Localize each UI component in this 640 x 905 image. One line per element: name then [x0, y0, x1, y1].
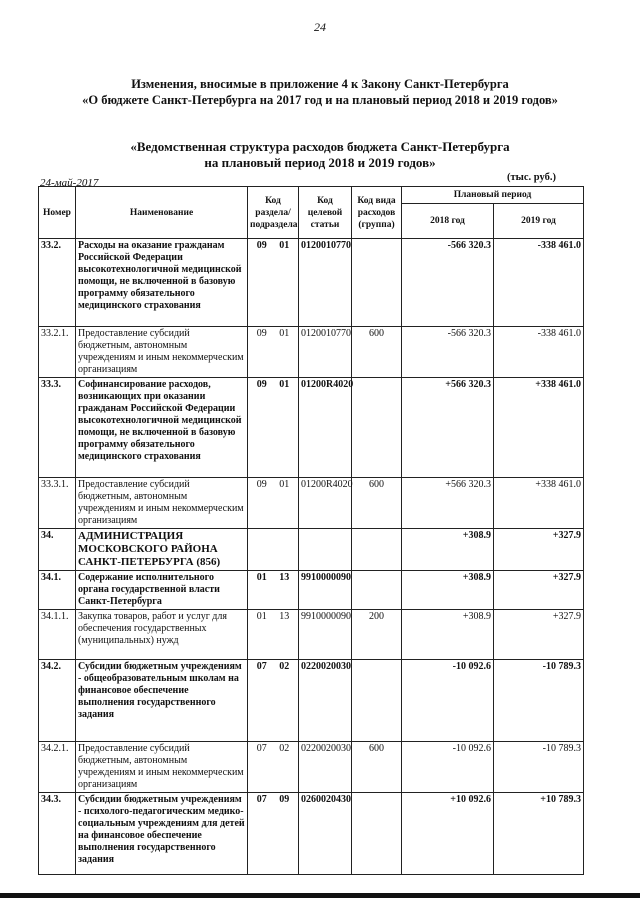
row-amount-2018: +566 320.3	[402, 478, 494, 529]
header-year-2018: 2018 год	[402, 204, 494, 239]
row-section-code	[248, 571, 299, 610]
row-amount-2019: +327.9	[494, 610, 584, 660]
row-section: 09	[256, 328, 267, 339]
row-subsection: 09	[279, 794, 290, 805]
row-expense-type	[352, 793, 402, 875]
bottom-border-line	[0, 893, 640, 898]
header-target-code: Код целевой статьи	[299, 187, 352, 239]
subheading-line-1: «Ведомственная структура расходов бюджета Санкт-Петербурга	[130, 139, 510, 154]
row-subsection: 01	[279, 479, 290, 490]
row-section: 07	[256, 743, 267, 754]
row-target-code: 0120010770	[299, 239, 352, 327]
row-target-code: 9910000090	[299, 571, 352, 610]
row-amount-2019: +10 789.3	[494, 793, 584, 875]
row-amount-2018: +308.9	[402, 529, 494, 571]
table-row	[39, 378, 584, 478]
row-section: 07	[256, 794, 267, 805]
table-body	[39, 239, 584, 875]
row-subsection: 02	[279, 743, 290, 754]
subheading-line-2: на плановый период 2018 и 2019 годов»	[204, 155, 436, 170]
table-row	[39, 529, 584, 571]
row-name: Содержание исполнительного органа государственной власти Санкт-Петербурга	[76, 571, 248, 610]
document-date: 24-май-2017	[40, 177, 99, 189]
row-section-code	[248, 793, 299, 875]
row-name: Субсидии бюджетным учреждениям - общеобразовательным школам на финансовое обеспечение выполнения государственного задания	[76, 660, 248, 742]
row-subsection: 13	[279, 572, 290, 583]
row-amount-2019: +327.9	[494, 571, 584, 610]
row-target-code: 0220020030	[299, 660, 352, 742]
row-expense-type	[352, 378, 402, 478]
row-target-code: 0120010770	[299, 327, 352, 378]
row-subsection: 02	[279, 661, 290, 672]
row-amount-2018: -566 320.3	[402, 239, 494, 327]
row-expense-type	[352, 660, 402, 742]
budget-table	[38, 186, 584, 875]
row-number: 34.	[39, 529, 76, 571]
header-planning-period: Плановый период	[402, 187, 584, 204]
table-row	[39, 742, 584, 793]
row-subsection: 01	[279, 379, 290, 390]
row-target-code: 9910000090	[299, 610, 352, 660]
row-amount-2019: -10 789.3	[494, 742, 584, 793]
table-row	[39, 793, 584, 875]
document-heading	[0, 76, 640, 108]
header-number: Номер	[39, 187, 76, 239]
row-section: 01	[256, 572, 267, 583]
row-amount-2018: +308.9	[402, 610, 494, 660]
row-amount-2019: -10 789.3	[494, 660, 584, 742]
row-name: Расходы на оказание гражданам Российской Федерации высокотехнологичной медицинской помощи, не включенной в базовую программу обязательного медицинского страхования	[76, 239, 248, 327]
row-expense-type: 600	[352, 742, 402, 793]
row-section: 09	[256, 379, 267, 390]
row-expense-type	[352, 529, 402, 571]
row-name: Предоставление субсидий бюджетным, автономным учреждениям и иным некоммерческим организациям	[76, 478, 248, 529]
table-row	[39, 478, 584, 529]
heading-line-2: «О бюджете Санкт-Петербурга на 2017 год и на плановый период 2018 и 2019 годов»	[82, 93, 558, 107]
row-section-code	[248, 610, 299, 660]
row-section-code	[248, 239, 299, 327]
table-row	[39, 660, 584, 742]
row-number: 34.1.1.	[39, 610, 76, 660]
row-subsection: 13	[279, 611, 290, 622]
row-section-code	[248, 378, 299, 478]
row-amount-2018: -566 320.3	[402, 327, 494, 378]
row-target-code: 01200R4020	[299, 478, 352, 529]
row-amount-2018: -10 092.6	[402, 660, 494, 742]
header-expense-type-code: Код вида расходов (группа)	[352, 187, 402, 239]
table-row	[39, 571, 584, 610]
row-section-code	[248, 478, 299, 529]
row-target-code: 0220020030	[299, 742, 352, 793]
row-section-code	[248, 660, 299, 742]
header-year-2019: 2019 год	[494, 204, 584, 239]
table-row	[39, 239, 584, 327]
table-header-row	[39, 187, 584, 204]
units-label: (тыс. руб.)	[507, 172, 556, 183]
row-amount-2019: +338 461.0	[494, 478, 584, 529]
row-target-code	[299, 529, 352, 571]
page-number: 24	[314, 20, 326, 34]
row-expense-type: 200	[352, 610, 402, 660]
row-name: Закупка товаров, работ и услуг для обеспечения государственных (муниципальных) нужд	[76, 610, 248, 660]
header-section-code: Код раздела/ подраздела	[248, 187, 299, 239]
row-section: 07	[256, 661, 267, 672]
row-section-code	[248, 327, 299, 378]
row-number: 33.3.	[39, 378, 76, 478]
row-name: Предоставление субсидий бюджетным, автономным учреждениям и иным некоммерческим организациям	[76, 742, 248, 793]
row-amount-2018: +566 320.3	[402, 378, 494, 478]
row-name: Субсидии бюджетным учреждениям - психолого-педагогическим медико-социальным учреждениям для детей на финансовое обеспечение выполнения государственного задания	[76, 793, 248, 875]
row-number: 34.2.	[39, 660, 76, 742]
row-section: 01	[256, 611, 267, 622]
row-number: 33.2.	[39, 239, 76, 327]
table-row	[39, 327, 584, 378]
row-amount-2018: -10 092.6	[402, 742, 494, 793]
row-expense-type	[352, 239, 402, 327]
row-name: Предоставление субсидий бюджетным, автономным учреждениям и иным некоммерческим организациям	[76, 327, 248, 378]
row-amount-2018: +308.9	[402, 571, 494, 610]
table-row	[39, 610, 584, 660]
row-number: 34.3.	[39, 793, 76, 875]
heading-line-1: Изменения, вносимые в приложение 4 к Закону Санкт-Петербурга	[131, 77, 509, 91]
row-number: 33.2.1.	[39, 327, 76, 378]
row-number: 34.1.	[39, 571, 76, 610]
row-number: 33.3.1.	[39, 478, 76, 529]
row-target-code: 0260020430	[299, 793, 352, 875]
row-section: 09	[256, 240, 267, 251]
header-name: Наименование	[76, 187, 248, 239]
row-amount-2019: -338 461.0	[494, 239, 584, 327]
row-expense-type: 600	[352, 478, 402, 529]
document-subheading	[0, 139, 640, 171]
row-amount-2019: +327.9	[494, 529, 584, 571]
row-subsection: 01	[279, 328, 290, 339]
row-section-code	[248, 742, 299, 793]
row-amount-2019: +338 461.0	[494, 378, 584, 478]
row-section-code	[248, 529, 299, 571]
row-name: АДМИНИСТРАЦИЯ МОСКОВСКОГО РАЙОНА САНКТ-ПЕТЕРБУРГА (856)	[76, 529, 248, 571]
row-amount-2019: -338 461.0	[494, 327, 584, 378]
row-subsection: 01	[279, 240, 290, 251]
row-section: 09	[256, 479, 267, 490]
row-name: Софинансирование расходов, возникающих при оказании гражданам Российской Федерации высокотехнологичной медицинской помощи, не включенной в базовую программу обязательного медицинского страхования	[76, 378, 248, 478]
row-target-code: 01200R4020	[299, 378, 352, 478]
row-amount-2018: +10 092.6	[402, 793, 494, 875]
row-number: 34.2.1.	[39, 742, 76, 793]
row-expense-type	[352, 571, 402, 610]
row-expense-type: 600	[352, 327, 402, 378]
